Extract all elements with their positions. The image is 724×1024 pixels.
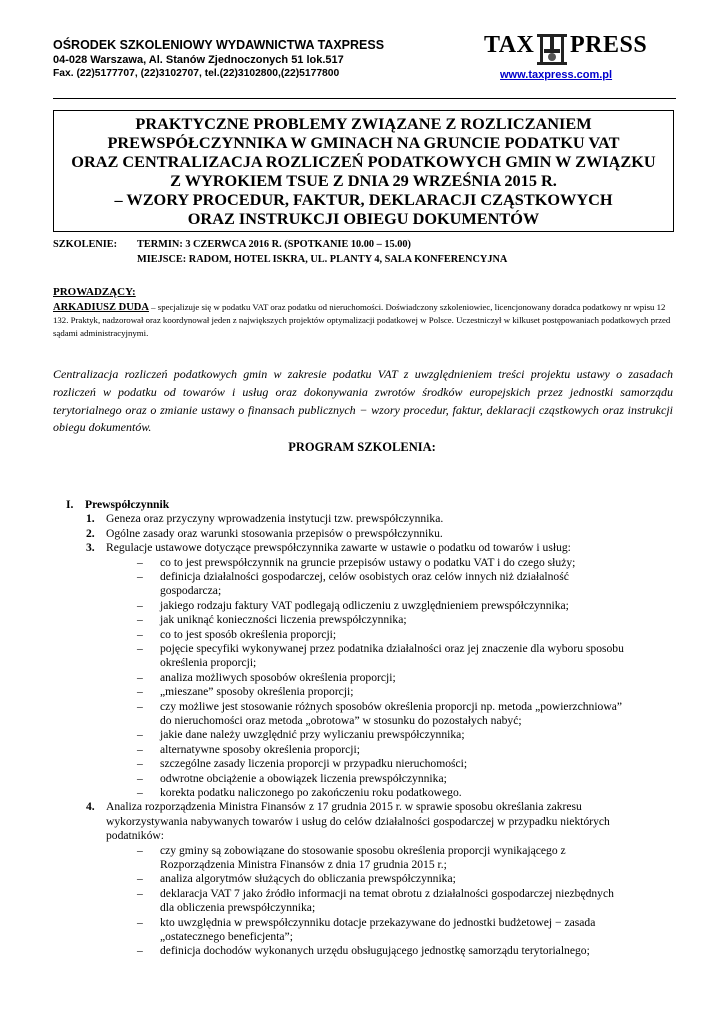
title-line: PREWSPÓŁCZYNNIKA W GMINACH NA GRUNCIE PODATKU VAT: [107, 133, 620, 152]
org-address: 04-028 Warszawa, Al. Stanów Zjednoczonych 51 lok.517: [53, 54, 344, 66]
header-divider: [53, 98, 676, 99]
bullet-text: do nieruchomości oraz metoda „obrotowa” w stosunku do pozostałych nabyć;: [160, 714, 522, 727]
section-title: Prewspółczynnik: [85, 498, 170, 511]
bullet-text: definicja dochodów wykonanych urzędu obsługującego jednostkę samorządu terytorialnego;: [160, 944, 590, 958]
presenter-bio-text: specjalizuje się w podatku VAT oraz podatku od nieruchomości. Doświadczony szkoleniowiec, licencjonowany doradca podatkowy nr wpisu 12 132. Praktyk, nadzorował oraz koordynował jeden z największych projektów optymalizacji podatkowej w Polsce. Uczestniczył w kilkuset postępowaniach podatkowych przed sądami administracyjnymi.: [53, 302, 671, 338]
bullet-text: analiza algorytmów służących do obliczania prewspółczynnika;: [160, 872, 456, 886]
presenter-name: ARKADIUSZ DUDA: [53, 302, 149, 313]
bullet-dash: –: [137, 728, 143, 742]
bullet-text: czy gminy są zobowiązane do stosowanie sposobu określenia proporcji wynikającego z: [160, 843, 566, 857]
item-number: 4.: [86, 800, 95, 814]
bullet-text: jakiego rodzaju faktury VAT podlegają odliczeniu z uwzględnieniem prewspółczynnika;: [160, 598, 569, 612]
intro-paragraph: Centralizacja rozliczeń podatkowych gmin w zakresie podatku VAT z uwzględnieniem treści projektu ustawy o zasadach rozliczeń w podatku od towarów i usług oraz dokonywania zwrotów środków europejskich przez jednostki samorządu terytorialnego oraz o zmianie ustawy o finansach publicznych − wzory procedur, faktur, deklaracji cząstkowych oraz instrukcji obiegu dokumentów.: [53, 367, 673, 435]
title-line: Z WYROKIEM TSUE Z DNIA 29 WRZEŚNIA 2015 R.: [170, 171, 557, 190]
presenter-bio: [53, 301, 673, 340]
bullet-text: korekta podatku naliczonego po zakończeniu roku podatkowego.: [160, 786, 462, 799]
website-link[interactable]: www.taxpress.com.pl: [500, 69, 613, 81]
item-text: wykorzystywania nabywanych towarów i usług do celów działalności gospodarczej w przypadku niektórych: [106, 814, 610, 828]
press-emblem-icon: [534, 30, 570, 66]
bullet-text: jak uniknąć konieczności liczenia prewspółczynnika;: [160, 613, 407, 627]
bullet-text: co to jest prewspółczynnik na gruncie przepisów ustawy o podatku VAT i do czego służy;: [160, 555, 576, 569]
bullet-dash: –: [137, 685, 143, 699]
item-text: podatników:: [106, 829, 164, 843]
bullet-text: Rozporządzenia Ministra Finansów z dnia 17 grudnia 2015 r.;: [160, 858, 447, 871]
org-name: OŚRODEK SZKOLENIOWY WYDAWNICTWA TAXPRESS: [53, 38, 385, 52]
bullet-text: czy możliwe jest stosowanie różnych sposobów określenia proporcji np. metoda „powierzchniowa”: [160, 699, 623, 713]
org-contact: Fax. (22)5177707, (22)3102707, tel.(22)3102800,(22)5177800: [53, 68, 340, 79]
item-text: Regulacje ustawowe dotyczące prewspółczynnika zawarte w ustawie o podatku od towarów i usług:: [106, 541, 571, 555]
logo-text-left: TAX: [484, 32, 535, 58]
item-number: 2.: [86, 526, 95, 540]
section-number: I.: [66, 498, 74, 511]
item-number: 1.: [86, 512, 95, 526]
bullet-text: „ostatecznego beneficjenta”;: [160, 930, 293, 943]
bullet-text: szczególne zasady liczenia proporcji w przypadku nieruchomości;: [160, 757, 468, 771]
item-text: Analiza rozporządzenia Ministra Finansów z 17 grudnia 2015 r. w sprawie sposobu określania zakresu: [106, 800, 582, 814]
title-line: – WZORY PROCEDUR, FAKTUR, DEKLARACJI CZĄSTKOWYCH: [114, 190, 613, 209]
bullet-dash: –: [137, 570, 143, 583]
bullet-dash: –: [137, 627, 143, 641]
title-line: ORAZ INSTRUKCJI OBIEGU DOKUMENTÓW: [187, 209, 540, 228]
bullet-text: analiza możliwych sposobów określenia proporcji;: [160, 670, 396, 684]
bullet-dash: –: [137, 670, 143, 684]
bullet-dash: –: [137, 786, 143, 799]
bullet-dash: –: [137, 915, 143, 929]
bullet-text: kto uwzględnia w prewspółczynniku dotacje przekazywane do jednostki budżetowej − zasada: [160, 915, 596, 929]
bullet-dash: –: [137, 613, 143, 627]
bullet-text: pojęcie specyfiki wykonywanej przez podatnika działalności oraz jej znaczenie dla wyboru sposobu: [160, 642, 624, 655]
bullet-dash: –: [137, 742, 143, 756]
title-line: ORAZ CENTRALIZACJA ROZLICZEŃ PODATKOWYCH GMIN W ZWIĄZKU: [71, 152, 656, 171]
title-box: [53, 110, 674, 232]
bullet-dash: –: [137, 771, 143, 785]
bullet-dash: –: [137, 944, 143, 958]
bullet-text: definicja działalności gospodarczej, celów osobistych oraz celów innych niż działalność: [160, 570, 569, 583]
bullet-dash: –: [137, 757, 143, 771]
bullet-text: deklaracja VAT 7 jako źródło informacji na temat obrotu z działalności gospodarczej niezbędnych: [160, 886, 614, 900]
bullet-text: określenia proporcji;: [160, 656, 257, 670]
item-number: 3.: [86, 541, 95, 555]
training-date: TERMIN: 3 CZERWCA 2016 R. (SPOTKANIE 10.00 – 15.00): [137, 239, 411, 250]
presenter-separator: –: [148, 302, 158, 312]
bullet-dash: –: [137, 555, 143, 569]
bullet-text: odwrotne obciążenie a obowiązek liczenia prewspółczynnika;: [160, 771, 447, 785]
bullet-dash: –: [137, 598, 143, 612]
taxpress-logo: [484, 30, 654, 66]
bullet-dash: –: [137, 699, 143, 713]
bullet-text: jakie dane należy uwzględnić przy wyliczaniu prewspółczynnika;: [160, 728, 465, 742]
bullet-text: dla obliczenia prewspółczynnika;: [160, 901, 316, 915]
title-line: PRAKTYCZNE PROBLEMY ZWIĄZANE Z ROZLICZANIEM: [135, 114, 592, 133]
presenter-label: PROWADZĄCY:: [53, 286, 136, 298]
bullet-dash: –: [137, 886, 143, 900]
item-text: Ogólne zasady oraz warunki stosowania przepisów o prewspółczynniku.: [106, 526, 443, 540]
bullet-dash: –: [137, 642, 143, 655]
item-text: Geneza oraz przyczyny wprowadzenia instytucji tzw. prewspółczynnika.: [106, 512, 444, 526]
bullet-dash: –: [137, 843, 143, 857]
program-title: PROGRAM SZKOLENIA:: [288, 440, 436, 454]
training-label: SZKOLENIE:: [53, 239, 118, 250]
bullet-text: alternatywne sposoby określenia proporcji;: [160, 742, 360, 756]
logo-text-right: PRESS: [570, 32, 648, 58]
bullet-text: „mieszane” sposoby określenia proporcji;: [160, 685, 354, 699]
training-place: MIEJSCE: RADOM, HOTEL ISKRA, UL. PLANTY 4, SALA KONFERENCYJNA: [137, 254, 508, 265]
bullet-dash: –: [137, 872, 143, 886]
bullet-text: co to jest sposób określenia proporcji;: [160, 627, 337, 641]
bullet-text: gospodarcza;: [160, 584, 222, 598]
